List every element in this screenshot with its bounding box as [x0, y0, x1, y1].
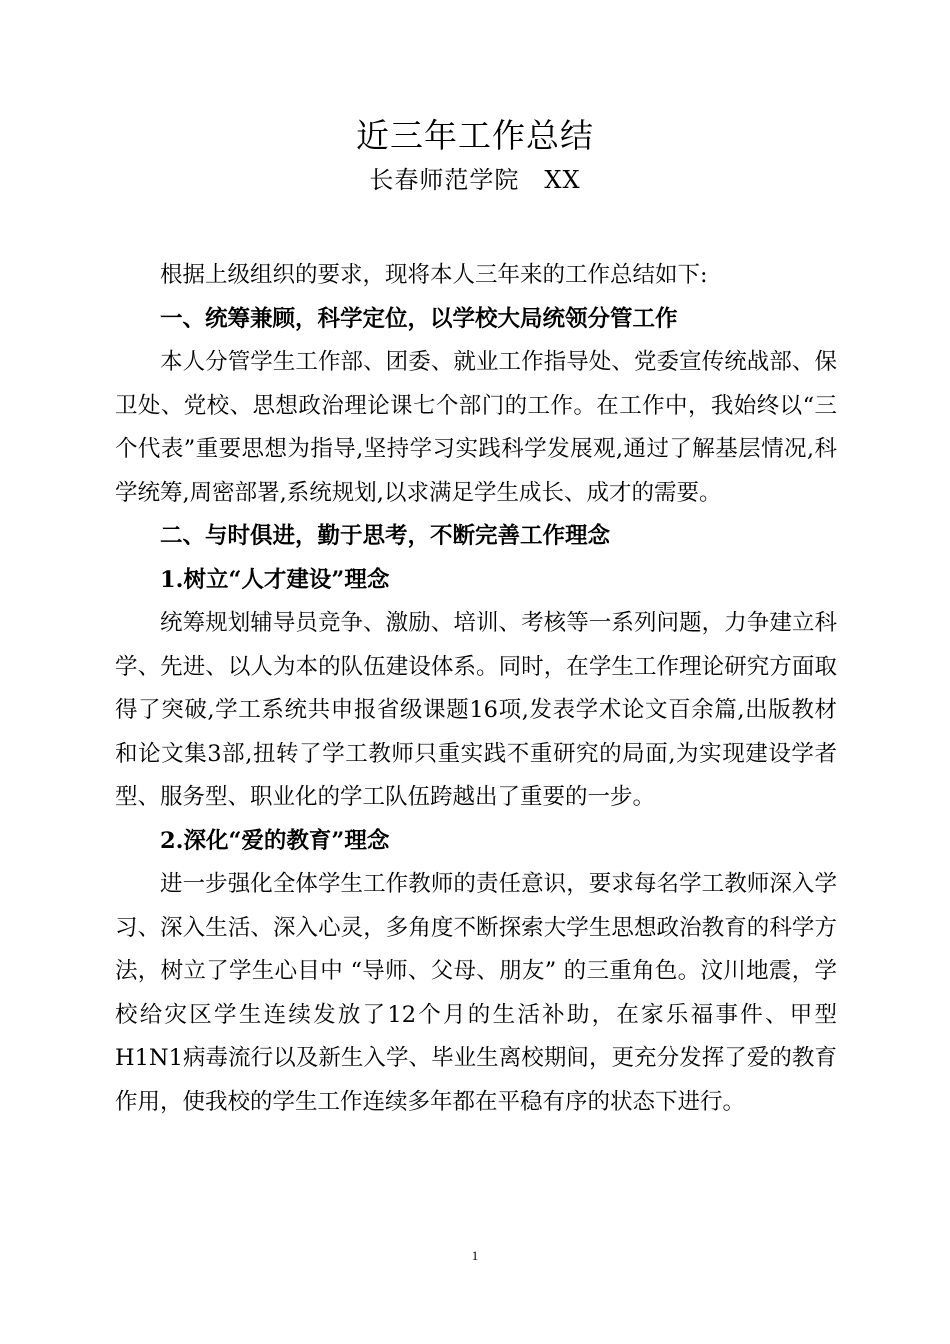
- section-1-paragraph: 本人分管学生工作部、团委、就业工作指导处、党委宣传统战部、保卫处、党校、思想政治理论课七个部门的工作。在工作中，我始终以“三个代表”重要思想为指导,坚持学习实践科学发展观,通过了解基层情况,科学统筹,周密部署,系统规划,以求满足学生成长、成才的需要。: [115, 349, 837, 506]
- page-number: 1: [471, 1248, 479, 1263]
- subsection-1-paragraph: 统筹规划辅导员竞争、激励、培训、考核等一系列问题，力争建立科学、先进、以人为本的队伍建设体系。同时，在学生工作理论研究方面取得了突破,学工系统共申报省级课题16项,发表学术论文百余篇,出版教材和论文集3部,扭转了学工教师只重实践不重研究的局面,为实现建设学者型、服务型、职业化的学工队伍跨越出了重要的一步。: [115, 610, 837, 810]
- author-line: 长春师范学院 XX: [369, 166, 581, 194]
- subsection-heading-2: 2.深化“爱的教育”理念: [160, 827, 390, 854]
- subsection-2-paragraph: 进一步强化全体学生工作教师的责任意识，要求每名学工教师深入学习、深入生活、深入心灵，多角度不断探索大学生思想政治教育的科学方法，树立了学生心目中 “导师、父母、朋友” 的三重角色。汶川地震，学校给灾区学生连续发放了12个月的生活补助，在家乐福事件、甲型H1N1病毒流行以及新生入学、毕业生离校期间，更充分发挥了爱的教育作用，使我校的学生工作连续多年都在平稳有序的状态下进行。: [115, 871, 837, 1115]
- document-body: [115, 254, 837, 1124]
- intro-paragraph: 根据上级组织的要求，现将本人三年来的工作总结如下:: [160, 262, 708, 288]
- document-title: 近三年工作总结: [356, 116, 594, 155]
- subsection-heading-1: 1.树立“人才建设”理念: [160, 566, 390, 593]
- section-heading-1: 一、统筹兼顾，科学定位，以学校大局统领分管工作: [160, 305, 678, 332]
- section-heading-2: 二、与时俱进，勤于思考，不断完善工作理念: [160, 523, 611, 549]
